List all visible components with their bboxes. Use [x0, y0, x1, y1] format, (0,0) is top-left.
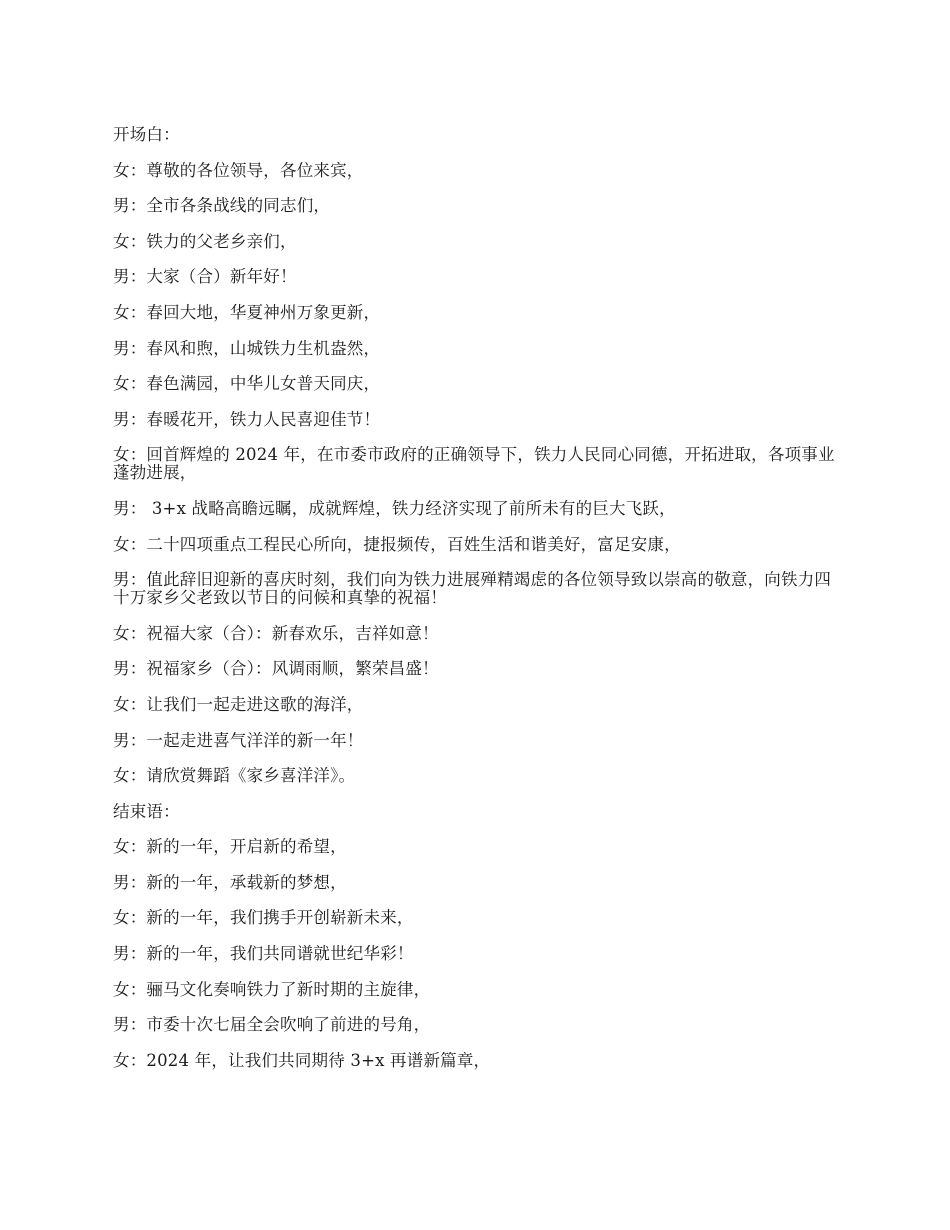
- dialogue-line: 男：新的一年，我们共同谱就世纪华彩！: [113, 944, 414, 964]
- section-heading-opening: 开场白：: [113, 125, 180, 144]
- dialogue-line: 男：值此辞旧迎新的喜庆时刻，我们向为铁力进展殚精竭虑的各位领导致以崇高的敬意，向铁力四十万家乡父老致以节日的问候和真挚的祝福！: [113, 570, 832, 608]
- dialogue-line: 女：新的一年，开启新的希望，: [113, 837, 347, 857]
- dialogue-line: 男： 3+x 战略高瞻远瞩，成就辉煌，铁力经济实现了前所未有的巨大飞跃，: [113, 498, 676, 518]
- dialogue-line: 女：祝福大家（合）：新春欢乐，吉祥如意！: [113, 623, 439, 643]
- section-heading-closing: 结束语：: [113, 801, 180, 821]
- dialogue-line: 女：铁力的父老乡亲们，: [113, 231, 297, 251]
- dialogue-line: 男：新的一年，承载新的梦想，: [113, 872, 347, 892]
- dialogue-line: 女：骊马文化奏响铁力了新时期的主旋律，: [113, 979, 431, 999]
- dialogue-line: 男：春风和煦，山城铁力生机盎然，: [113, 338, 381, 358]
- dialogue-line: 男：全市各条战线的同志们，: [113, 196, 331, 216]
- dialogue-line: 女：2024 年，让我们共同期待 3+x 再谱新篇章，: [113, 1050, 491, 1070]
- dialogue-line: 女：新的一年，我们携手开创崭新未来，: [113, 908, 414, 928]
- dialogue-line: 女：二十四项重点工程民心所向，捷报频传，百姓生活和谐美好，富足安康，: [113, 534, 681, 554]
- document-body: [113, 126, 838, 1087]
- dialogue-line: 男：市委十次七届全会吹响了前进的号角，: [113, 1015, 431, 1035]
- dialogue-line: 女：尊敬的各位领导，各位来宾，: [113, 160, 364, 180]
- dialogue-line: 男：祝福家乡（合）：风调雨顺，繁荣昌盛！: [113, 659, 439, 679]
- dialogue-line: 女：请欣赏舞蹈《家乡喜洋洋》。: [113, 766, 356, 786]
- dialogue-line: 男：春暖花开，铁力人民喜迎佳节！: [113, 409, 381, 429]
- dialogue-line: 女：春色满园，中华儿女普天同庆，: [113, 374, 381, 394]
- dialogue-line: 男：一起走进喜气洋洋的新一年！: [113, 730, 364, 750]
- dialogue-line: 女：让我们一起走进这歌的海洋，: [113, 694, 364, 714]
- dialogue-line: 女：春回大地，华夏神州万象更新，: [113, 302, 381, 322]
- dialogue-line: 女：回首辉煌的 2024 年，在市委市政府的正确领导下，铁力人民同心同德，开拓进取，各项事业蓬勃进展，: [113, 445, 835, 483]
- dialogue-line: 男：大家（合）新年好！: [113, 267, 297, 287]
